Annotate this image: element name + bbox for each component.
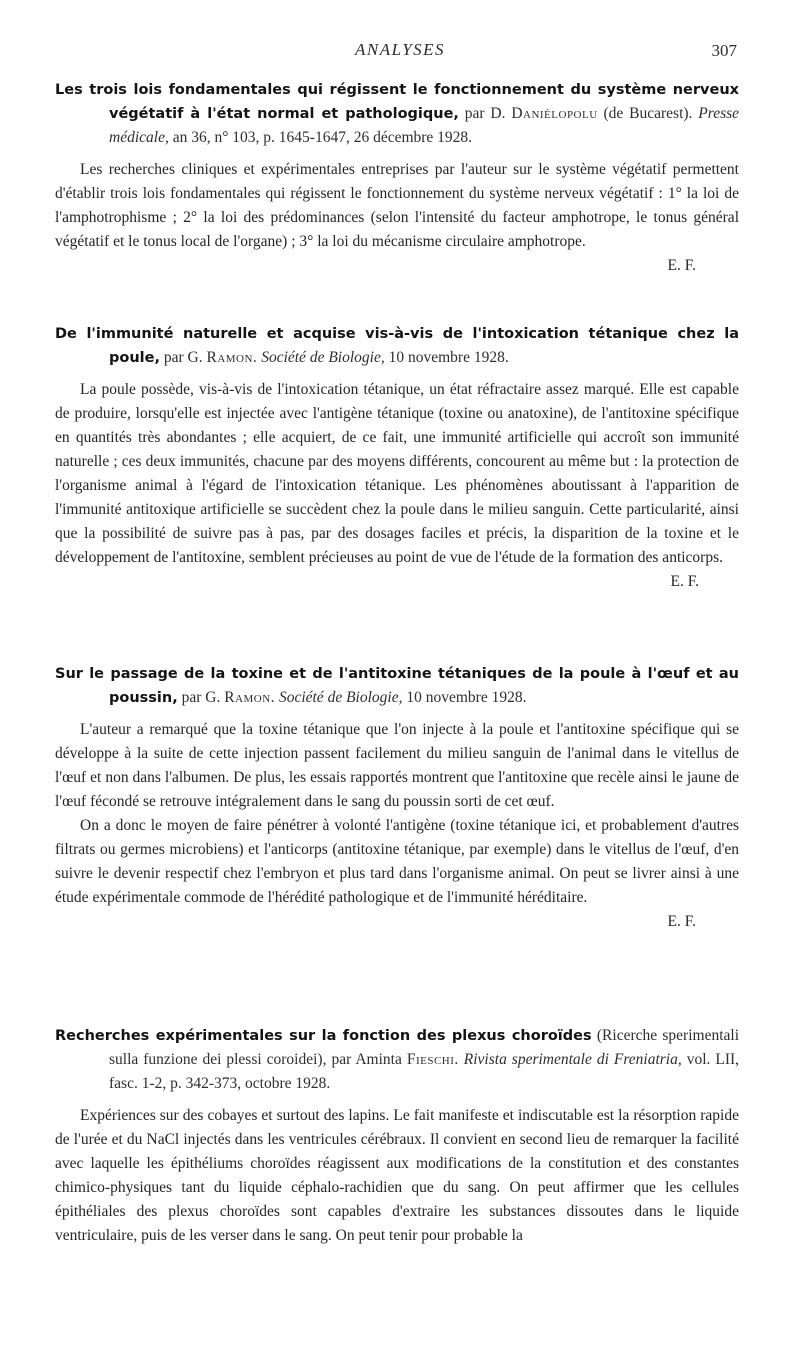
abstract-signature: E. F.	[670, 573, 699, 590]
abstract-title: Recherches expérimentales sur la fonction des plexus choroïdes	[55, 1028, 592, 1044]
abstract-signature: E. F.	[667, 257, 696, 274]
abstract-author: Ramon.	[224, 689, 276, 706]
page-number: 307	[711, 41, 737, 60]
abstract-by: par G.	[163, 349, 203, 366]
abstract-heading	[55, 322, 739, 370]
abstract-heading	[55, 78, 739, 150]
abstract-author: Ramon.	[206, 349, 258, 366]
abstract-author: Fieschi.	[406, 1051, 459, 1068]
abstract-journal: Société de Biologie,	[261, 349, 385, 366]
abstract-citation: an 36, n° 103, p. 1645-1647, 26 décembre 1928.	[172, 129, 473, 146]
abstract-paragraph	[55, 378, 739, 590]
abstract-journal: Société de Biologie,	[278, 689, 403, 706]
abstract-author: Daniélopolu	[511, 105, 598, 122]
abstract-paragraph: Expériences sur des cobayes et surtout des lapins. Le fait manifeste et indiscutable est la résorption rapide de l'urée et du NaCl injectés dans les ventricules cérébraux. Il convient en second lieu de remarquer la facilité avec laquelle les épithéliums choroïdes réagissent aux modifications de la constitution et des constantes chimico-physiques tant du liquide céphalo-rachidien que du sang. On peut affirmer que les cellules épithéliales des plexus choroïdes sont capables d'extraire les substances dissoutes dans le liquide ventriculaire, puis de les verser dans le sang. On peut tenir pour probable la	[55, 1107, 739, 1244]
abstract-1	[55, 78, 739, 278]
abstract-citation: vol. LII, fasc. 1-2, p. 342-373, octobre 1928.	[109, 1051, 740, 1092]
abstract-paragraph: L'auteur a remarqué que la toxine tétanique que l'on injecte à la poule et l'antitoxine spécifique qui se développe à la suite de cette injection passent facilement du milieu sanguin de l'animal dans le vitellus de l'œuf et non dans l'albumen. De plus, les essais rapportés montrent que l'antitoxine que recèle ainsi le jaune de l'œuf fécondé se retrouve intégralement dans le sang du poussin sorti de cet œuf.	[55, 721, 739, 810]
abstract-paragraph: On a donc le moyen de faire pénétrer à volonté l'antigène (toxine tétanique ici, et probablement d'autres filtrats ou germes microbiens) et l'anticorps (antitoxine tétanique, par exemple) dans le vitellus de l'œuf, d'en suivre le devenir respectif chez l'embryon et plus tard dans l'organisme animal. On peut se livrer ainsi à une étude expérimentale commode de l'hérédité pathologique et de l'immunité héréditaire.	[55, 817, 739, 906]
abstract-by: par G.	[181, 689, 221, 706]
abstract-heading	[55, 1024, 739, 1096]
abstract-by: par Aminta	[331, 1051, 402, 1068]
abstract-title: De l'immunité naturelle et acquise vis-à-vis de l'intoxication tétanique chez la poule,	[55, 326, 739, 366]
abstract-by: par D.	[464, 105, 506, 122]
abstract-original-title: (Ricerche sperimentali sulla funzione dei plessi coroidei),	[109, 1027, 740, 1068]
abstract-signature: E. F.	[667, 913, 696, 930]
abstract-3	[55, 662, 739, 934]
abstract-2	[55, 322, 739, 594]
abstract-4	[55, 1024, 739, 1248]
abstract-journal: Rivista sperimentale di Freniatria,	[463, 1051, 682, 1068]
abstract-paragraph: Les recherches cliniques et expérimentales entreprises par l'auteur sur le système végétatif permettent d'établir trois lois fondamentales qui régissent le fonctionnement du système nerveux végétatif : 1° la loi de l'amphotrophisme ; 2° la loi des prédominances (selon l'intensité du facteur amphotrope, le tonus général végétatif et le tonus local de l'organe) ; 3° la loi du mécanisme circulaire amphotrope.	[55, 161, 739, 250]
running-title: ANALYSES	[354, 40, 446, 59]
abstract-title: Sur le passage de la toxine et de l'antitoxine tétaniques de la poule à l'œuf et au poussin,	[55, 666, 739, 706]
abstract-journal: Presse médicale,	[109, 105, 740, 146]
abstract-citation: 10 novembre 1928.	[388, 349, 509, 366]
running-header	[0, 40, 800, 66]
abstract-paragraph-text: La poule possède, vis-à-vis de l'intoxication tétanique, un état réfractaire assez marqué. Elle est capable de produire, lorsqu'elle est injectée avec l'antigène tétanique (toxine ou anatoxine), de l'antitoxine spécifique en quantités très abondantes ; elle acquiert, de ce fait, une immunité artificielle qui accroît son immunité naturelle ; ces deux immunités, chacune par des moyens différents, concourent au même but : la protection de l'organisme animal à l'égard de l'intoxication tétanique. Les phénomènes aboutissant à l'apparition de l'immunité antitoxique artificielle se succèdent chez la poule dans le milieu sanguin. Cette particularité, ainsi que la possibilité de suivre pas à pas, par des dosages faciles et précis, la disparition de la toxine et le développement de l'antitoxine, semblent précieuses au point de vue de l'étude de la formation des anticorps.	[55, 381, 739, 566]
abstract-affiliation: (de Bucarest).	[603, 105, 693, 122]
abstract-heading	[55, 662, 739, 710]
abstract-title: Les trois lois fondamentales qui régissent le fonctionnement du système nerveux végétatif à l'état normal et pathologique,	[55, 82, 739, 122]
abstract-citation: 10 novembre 1928.	[406, 689, 527, 706]
